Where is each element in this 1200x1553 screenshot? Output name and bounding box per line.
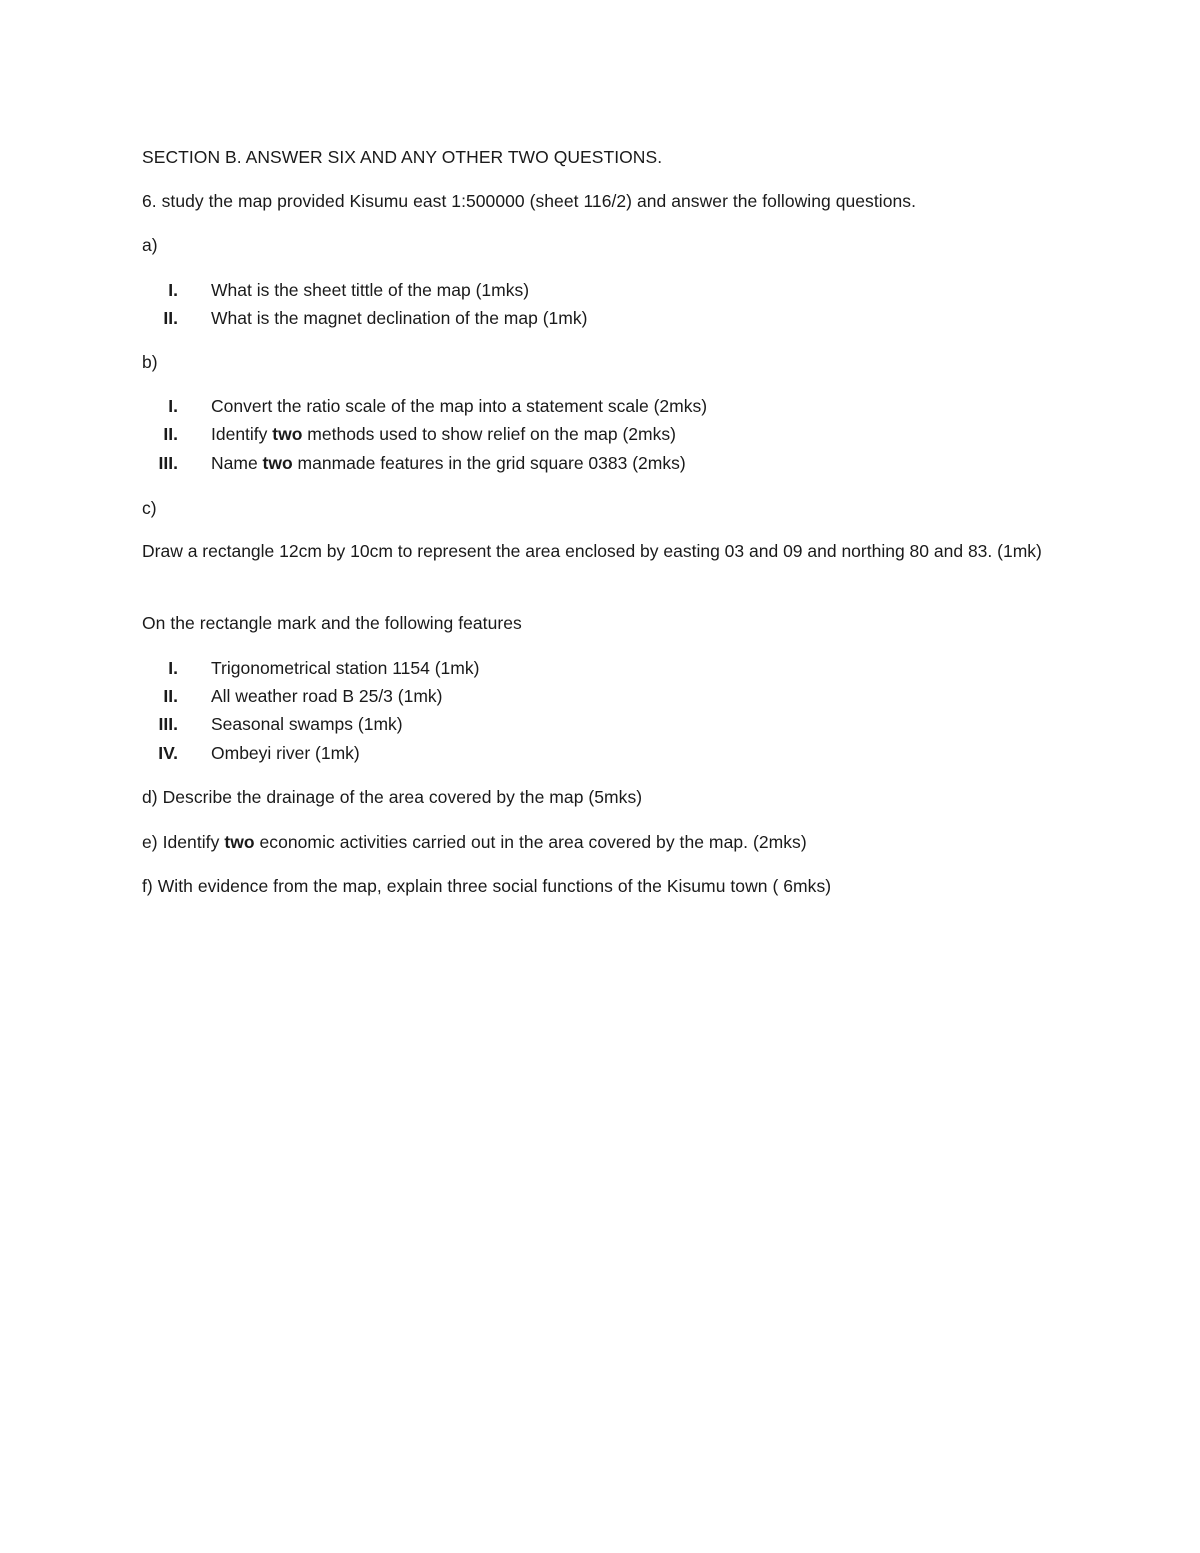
part-b-item-1 bbox=[142, 395, 707, 417]
item-number: I. bbox=[168, 280, 178, 300]
item-number: IV. bbox=[158, 743, 178, 763]
item-number: II. bbox=[163, 308, 178, 328]
item-text: What is the sheet tittle of the map (1mks) bbox=[211, 280, 530, 300]
part-e: e) Identify two economic activities carried out in the area covered by the map. (2mks) bbox=[142, 832, 807, 852]
part-c-mark-intro: On the rectangle mark and the following features bbox=[142, 613, 522, 633]
item-number: III. bbox=[158, 714, 178, 734]
section-heading: SECTION B. ANSWER SIX AND ANY OTHER TWO QUESTIONS. bbox=[142, 147, 663, 167]
part-c-item-4 bbox=[142, 742, 360, 764]
part-c-label: c) bbox=[142, 498, 157, 518]
emphasis: two bbox=[272, 424, 303, 444]
part-c-item-3 bbox=[142, 713, 403, 735]
item-text: Name two manmade features in the grid square 0383 (2mks) bbox=[211, 453, 686, 473]
part-b-item-3 bbox=[142, 452, 686, 474]
part-c-item-2 bbox=[142, 685, 443, 707]
part-b-item-2 bbox=[142, 423, 676, 445]
emphasis: two bbox=[262, 453, 293, 473]
item-text: Convert the ratio scale of the map into a statement scale (2mks) bbox=[211, 396, 708, 416]
item-number: II. bbox=[163, 686, 178, 706]
item-text: Identify two methods used to show relief on the map (2mks) bbox=[211, 424, 676, 444]
part-a-label: a) bbox=[142, 235, 158, 255]
item-text: What is the magnet declination of the map (1mk) bbox=[211, 308, 588, 328]
part-d: d) Describe the drainage of the area covered by the map (5mks) bbox=[142, 787, 643, 807]
item-text: Trigonometrical station 1154 (1mk) bbox=[211, 658, 480, 678]
item-number: III. bbox=[158, 453, 178, 473]
item-text: Ombeyi river (1mk) bbox=[211, 743, 360, 763]
item-text: Seasonal swamps (1mk) bbox=[211, 714, 403, 734]
item-number: I. bbox=[168, 658, 178, 678]
item-number: II. bbox=[163, 424, 178, 444]
part-a-item-1 bbox=[142, 279, 529, 301]
item-text: All weather road B 25/3 (1mk) bbox=[211, 686, 443, 706]
part-f: f) With evidence from the map, explain three social functions of the Kisumu town ( 6mks) bbox=[142, 876, 832, 896]
part-a-item-2 bbox=[142, 307, 587, 329]
part-c-item-1 bbox=[142, 657, 479, 679]
item-number: I. bbox=[168, 396, 178, 416]
part-b-label: b) bbox=[142, 352, 158, 372]
part-c-instruction: Draw a rectangle 12cm by 10cm to represent the area enclosed by easting 03 and 09 and northing 80 and 83. (1mk) bbox=[142, 541, 1042, 561]
emphasis: two bbox=[224, 832, 255, 852]
question-6-intro: 6. study the map provided Kisumu east 1:500000 (sheet 116/2) and answer the following questions. bbox=[142, 191, 916, 211]
